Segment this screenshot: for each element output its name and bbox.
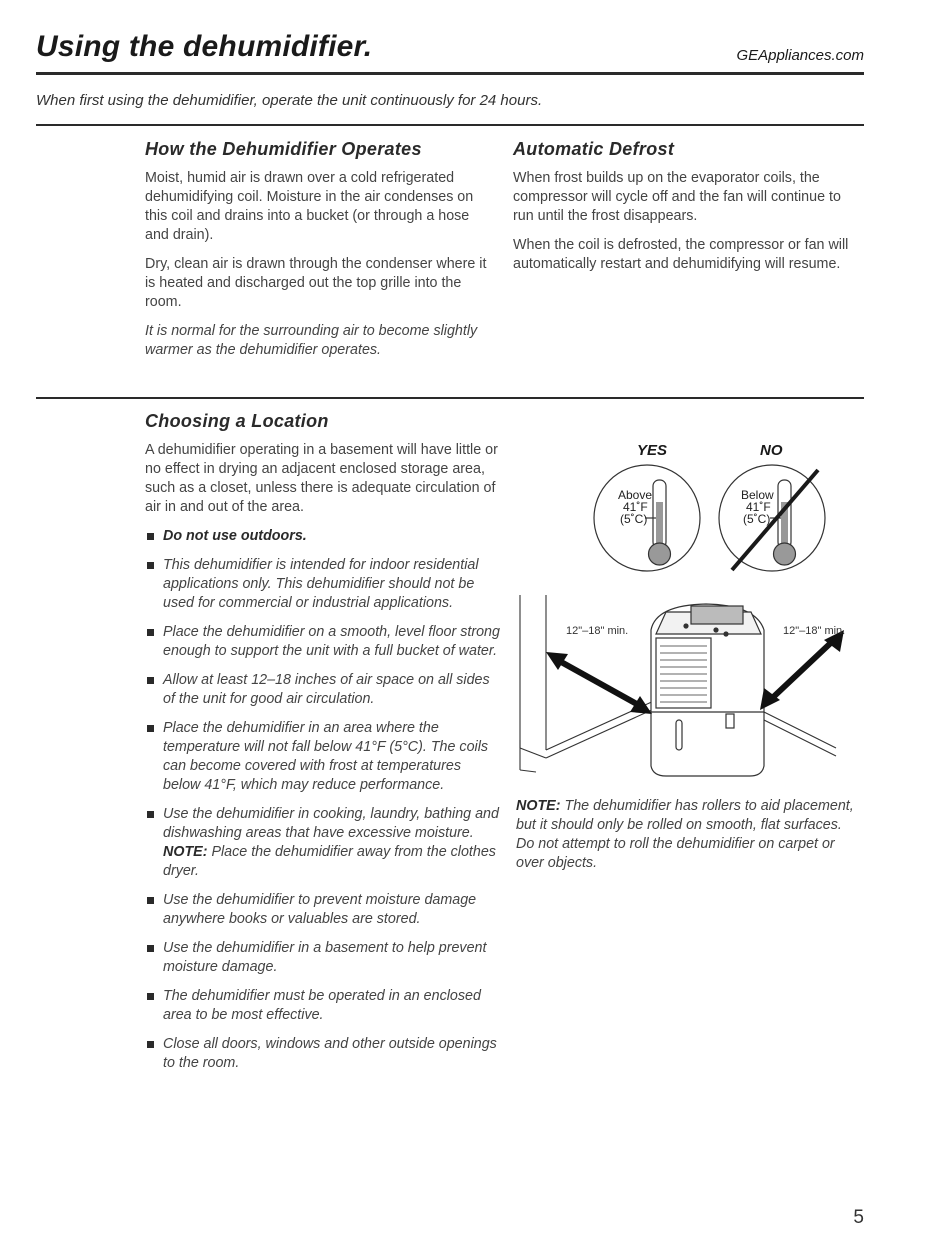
thermometer-illustration [590,462,830,582]
rollers-note [516,797,856,873]
operates-section [145,139,495,370]
below-label: Below [741,488,774,502]
dehumidifier-drawing [651,604,764,776]
section-rule-top [36,124,864,126]
page-number: 5 [853,1207,864,1228]
site-url: GEAppliances.com [736,47,864,64]
list-item: Use the dehumidifier to prevent moisture damage anywhere books or valuables are stored. [145,891,500,929]
list-item: Close all doors, windows and other outside openings to the room. [145,1035,500,1073]
temp-c-label: (5˚C) [620,512,648,526]
defrost-heading: Automatic Defrost [513,139,675,159]
location-bullet-list [145,527,500,1073]
defrost-paragraph-1: When frost builds up on the evaporator coils, the compressor will cycle off and the fan will continue to run until the frost disappears. [513,170,841,224]
list-item: Do not use outdoors. [145,527,500,546]
page-title: Using the dehumidifier. [36,30,373,63]
temp-c-label: (5˚C) [743,512,771,526]
location-heading: Choosing a Location [145,411,329,431]
clearance-right-label: 12"–18" min. [783,625,846,637]
list-item-text: Place the dehumidifier away from the clothes dryer. [163,844,496,879]
yes-label: YES [637,442,668,459]
above-label: Above [618,488,653,502]
location-section [145,411,500,1083]
note-text: The dehumidifier has rollers to aid placement, but it should only be rolled on smooth, flat surfaces. Do not attempt to roll the dehumidifier on carpet or over objects. [516,798,854,871]
temp-f-label: 41˚F [623,500,648,514]
clearance-left-label: 12"–18" min. [566,625,629,637]
note-label: NOTE: [163,844,208,860]
room-clearance-illustration [516,590,866,780]
intro-text: When first using the dehumidifier, operate the unit continuously for 24 hours. [36,92,543,109]
list-item: Place the dehumidifier on a smooth, level floor strong enough to support the unit with a full bucket of water. [145,623,500,661]
operates-paragraph-3: It is normal for the surrounding air to become slightly warmer as the dehumidifier operates. [145,323,478,358]
list-item: The dehumidifier must be operated in an enclosed area to be most effective. [145,987,500,1025]
section-rule-middle [36,397,864,399]
header-rule [36,72,864,75]
list-item: Use the dehumidifier in a basement to help prevent moisture damage. [145,939,500,977]
operates-paragraph-1: Moist, humid air is drawn over a cold refrigerated dehumidifying coil. Moisture in the air condenses on this coil and drains into a bucket (or through a hose and drain). [145,170,474,243]
list-item: Place the dehumidifier in an area where the temperature will not fall below 41°F (5°C). The coils can become covered with frost at temperatures below 41°F, which may reduce performance. [145,719,500,795]
list-item: This dehumidifier is intended for indoor residential applications only. This dehumidifier should not be used for commercial or industrial applications. [145,556,500,613]
defrost-paragraph-2: When the coil is defrosted, the compressor or fan will automatically restart and dehumidifying will resume. [513,237,849,272]
operates-paragraph-2: Dry, clean air is drawn through the condenser where it is heated and discharged out the top grille into the room. [145,256,487,310]
list-item: Allow at least 12–18 inches of air space on all sides of the unit for good air circulation. [145,671,500,709]
clearance-arrow-right-icon [760,630,844,710]
defrost-section [513,139,865,284]
operates-heading: How the Dehumidifier Operates [145,139,422,159]
note-label: NOTE: [516,798,561,814]
list-item-text: Use the dehumidifier in cooking, laundry, bathing and dishwashing areas that have excessive moisture. [163,806,499,841]
location-intro: A dehumidifier operating in a basement will have little or no effect in drying an adjacent enclosed storage area, such as a closet, unless there is adequate circulation of air in and out of the area. [145,442,498,515]
no-label: NO [760,442,783,459]
clearance-arrow-left-icon [546,652,652,714]
temp-f-label: 41˚F [746,500,771,514]
list-item [145,805,500,881]
